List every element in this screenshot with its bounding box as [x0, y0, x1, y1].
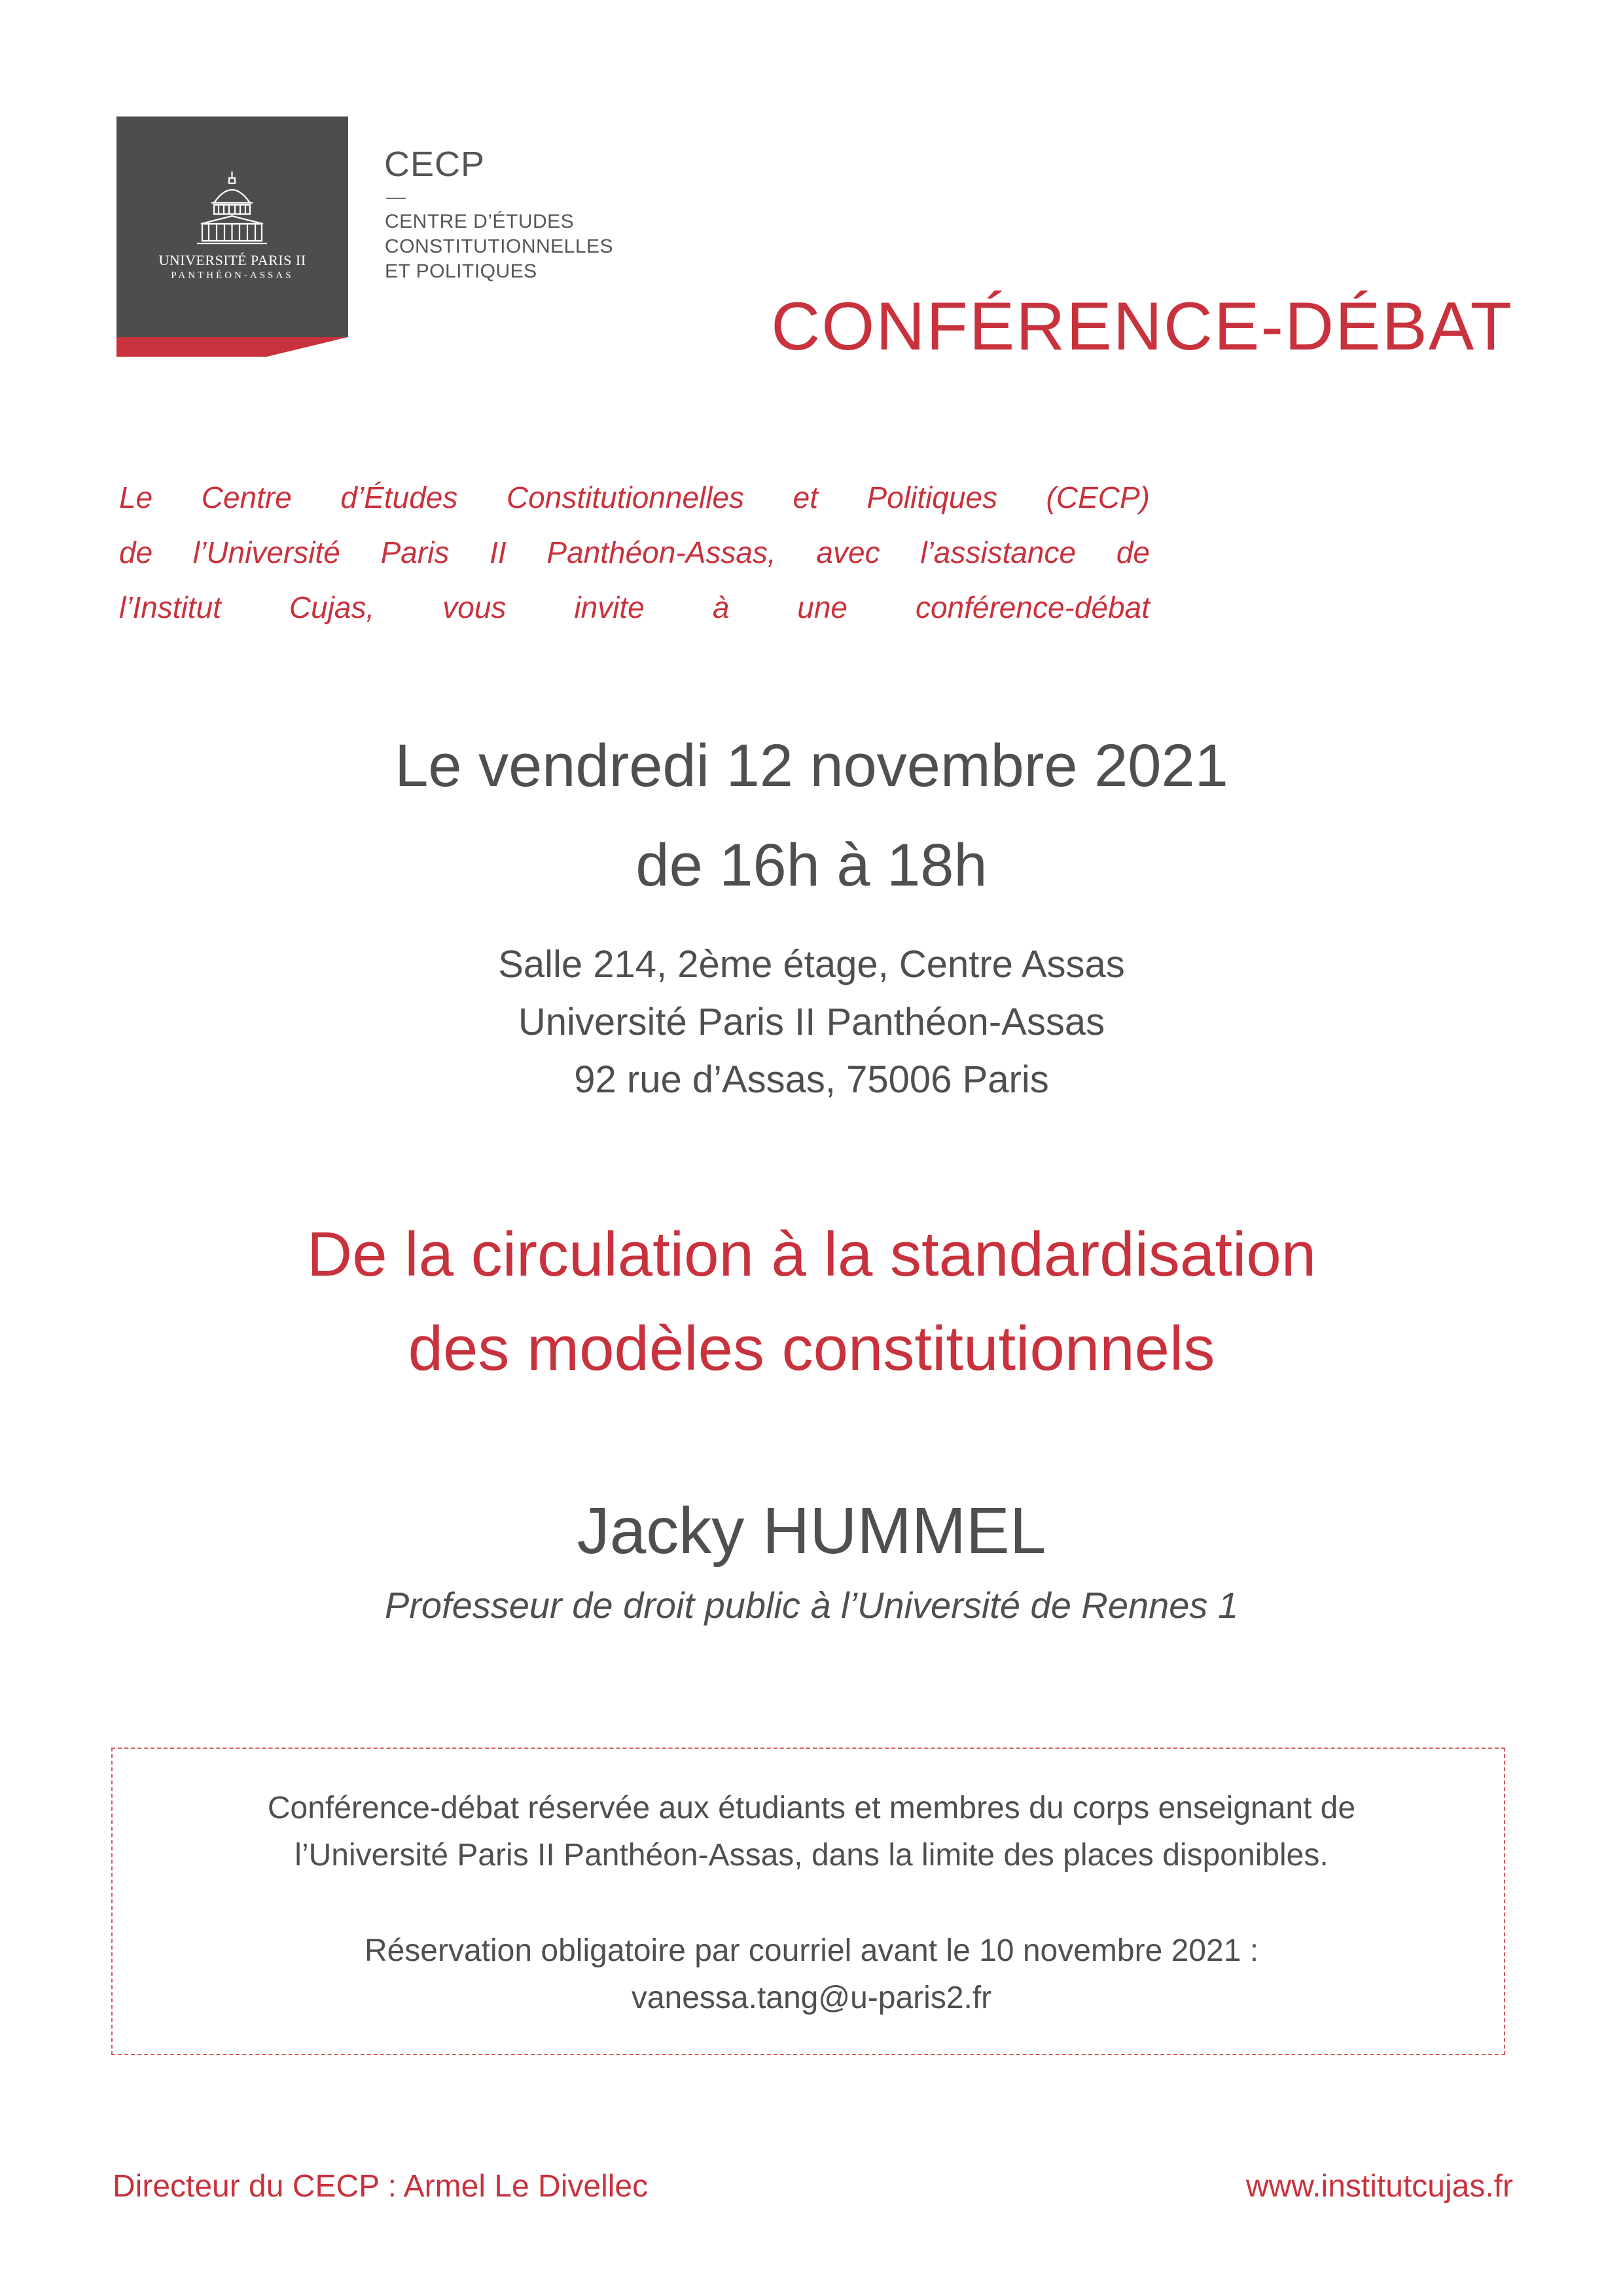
event-type-heading: CONFÉRENCE-DÉBAT [771, 289, 1513, 365]
conference-title-line: des modèles constitutionnels [408, 1314, 1215, 1384]
logo-university-subtitle: PANTHÉON-ASSAS [171, 270, 294, 281]
centre-name-line: CONSTITUTIONNELLES [385, 236, 614, 257]
centre-name-line: CENTRE D’ÉTUDES [385, 211, 575, 232]
pantheon-dome-icon [194, 169, 270, 247]
logo-accent-stripe [116, 337, 348, 357]
speaker-role: Professeur de droit public à l’Université de Rennes 1 [384, 1585, 1239, 1626]
notice-line: Réservation obligatoire par courriel avant le 10 novembre 2021 : [364, 1933, 1259, 1968]
notice-line: Conférence-débat réservée aux étudiants et membres du corps enseignant de [267, 1791, 1356, 1825]
venue-line: Salle 214, 2ème étage, Centre Assas [498, 943, 1125, 986]
speaker-name: Jacky HUMMEL [577, 1494, 1046, 1568]
venue-line: 92 rue d’Assas, 75006 Paris [574, 1058, 1049, 1101]
footer-director: Directeur du CECP : Armel Le Divellec [113, 2169, 649, 2204]
notice-line: l’Université Paris II Panthéon-Assas, dans la limite des places disponibles. [294, 1838, 1329, 1873]
event-date: Le vendredi 12 novembre 2021 [395, 732, 1228, 799]
centre-divider [386, 198, 406, 199]
conference-title-line: De la circulation à la standardisation [306, 1219, 1317, 1289]
footer-website-link[interactable]: www.institutcujas.fr [1245, 2169, 1513, 2204]
contact-email[interactable]: vanessa.tang@u-paris2.fr [631, 1981, 992, 2015]
intro-line: Le Centre d’Études Constitutionnelles et Politiques (CECP) [119, 480, 1150, 514]
centre-name-line: ET POLITIQUES [385, 260, 537, 282]
intro-line: l’Institut Cujas, vous invite à une conférence-débat [119, 590, 1150, 624]
centre-acronym: CECP [384, 145, 486, 184]
event-time: de 16h à 18h [635, 832, 988, 899]
venue-line: Université Paris II Panthéon-Assas [518, 1001, 1105, 1043]
intro-line: de l’Université Paris II Panthéon-Assas, avec l’assistance de [119, 535, 1150, 569]
invitation-intro [119, 470, 1150, 635]
logo-university-name: UNIVERSITÉ PARIS II [158, 252, 306, 268]
